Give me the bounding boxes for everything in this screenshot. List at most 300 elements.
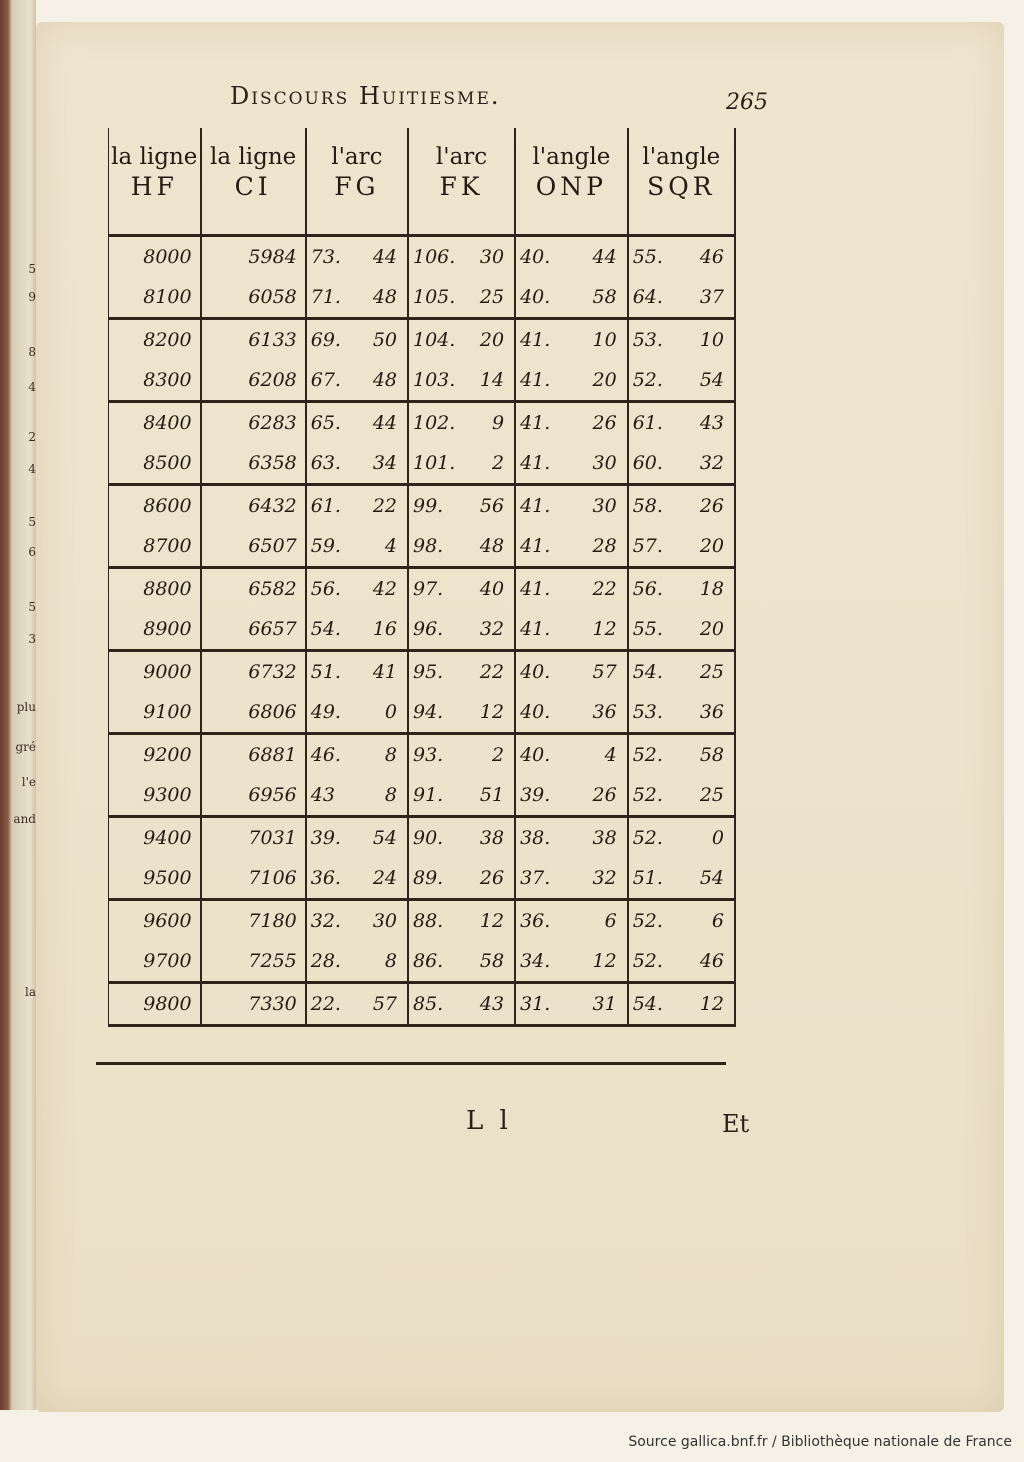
cell-line-ci: 6956 <box>201 775 306 817</box>
cell-arc-fk <box>408 236 515 278</box>
cell-arc-fg <box>306 319 408 361</box>
cell-angle-sqr-pair <box>633 329 730 351</box>
table-row <box>109 692 736 734</box>
cell-arc-fk-pair <box>413 867 510 889</box>
degrees: 52. <box>632 784 663 806</box>
minutes: 54 <box>699 369 724 391</box>
minutes: 6 <box>711 910 724 932</box>
degrees: 55. <box>632 246 663 268</box>
minutes: 25 <box>699 661 724 683</box>
degrees: 103. <box>413 369 456 391</box>
degrees: 41. <box>520 412 551 434</box>
cell-line-ci: 6806 <box>201 692 306 734</box>
cell-line-hf: 8600 <box>109 485 201 527</box>
cell-angle-onp-pair <box>520 369 623 391</box>
minutes: 54 <box>699 867 724 889</box>
degrees: 97. <box>413 578 444 600</box>
cell-angle-sqr <box>628 734 735 776</box>
cell-angle-onp <box>515 236 628 278</box>
cell-line-ci: 7180 <box>201 900 306 942</box>
minutes: 8 <box>384 784 397 806</box>
degrees: 49. <box>310 701 341 723</box>
minutes: 57 <box>592 661 617 683</box>
cell-arc-fg-pair <box>311 618 403 640</box>
cell-arc-fg <box>306 941 408 983</box>
minutes: 46 <box>699 950 724 972</box>
minutes: 30 <box>592 495 617 517</box>
cell-arc-fk <box>408 319 515 361</box>
cell-angle-sqr-pair <box>633 535 730 557</box>
header-letters: CI <box>234 172 272 201</box>
cell-angle-onp <box>515 983 628 1026</box>
prev-page-fragment: 8 <box>28 345 36 359</box>
cell-line-ci: 6732 <box>201 651 306 693</box>
prev-page-fragment: 5 <box>28 262 36 276</box>
cell-line-hf: 9400 <box>109 817 201 859</box>
cell-arc-fg-pair <box>311 329 403 351</box>
cell-arc-fk-pair <box>413 246 510 268</box>
cell-arc-fk <box>408 651 515 693</box>
degrees: 61. <box>632 412 663 434</box>
source-credit: Source gallica.bnf.fr / Bibliothèque nationale de France <box>628 1434 1012 1450</box>
catchword: Et <box>722 1110 750 1138</box>
cell-angle-onp <box>515 485 628 527</box>
minutes: 36 <box>699 701 724 723</box>
cell-arc-fg-pair <box>311 246 403 268</box>
cell-angle-onp-pair <box>520 286 623 308</box>
cell-arc-fg-pair <box>311 910 403 932</box>
degrees: 39. <box>520 784 551 806</box>
degrees: 36. <box>310 867 341 889</box>
degrees: 86. <box>413 950 444 972</box>
cell-line-ci: 6582 <box>201 568 306 610</box>
signature-mark: L l <box>466 1106 512 1136</box>
degrees: 40. <box>520 246 551 268</box>
cell-angle-sqr <box>628 443 735 485</box>
col-header-onp <box>515 128 628 236</box>
cell-arc-fk-pair <box>413 950 510 972</box>
degrees: 54. <box>310 618 341 640</box>
cell-angle-sqr <box>628 402 735 444</box>
minutes: 20 <box>479 329 505 351</box>
minutes: 12 <box>592 618 617 640</box>
cell-angle-sqr-pair <box>633 661 730 683</box>
cell-arc-fg-pair <box>311 993 403 1015</box>
minutes: 20 <box>699 618 724 640</box>
table-row <box>109 485 736 527</box>
degrees: 104. <box>413 329 456 351</box>
cell-angle-onp <box>515 858 628 900</box>
cell-angle-onp <box>515 734 628 776</box>
cell-line-ci: 6507 <box>201 526 306 568</box>
cell-line-ci: 6358 <box>201 443 306 485</box>
cell-line-ci: 6058 <box>201 277 306 319</box>
cell-arc-fg <box>306 775 408 817</box>
cell-angle-sqr-pair <box>633 784 730 806</box>
minutes: 44 <box>372 246 397 268</box>
col-header-ci <box>201 128 306 236</box>
minutes: 30 <box>372 910 397 932</box>
minutes: 40 <box>479 578 505 600</box>
minutes: 43 <box>699 412 724 434</box>
table-row <box>109 443 736 485</box>
cell-angle-onp-pair <box>520 495 623 517</box>
header-letters: ONP <box>535 172 607 201</box>
table-row <box>109 402 736 444</box>
col-header-fg <box>306 128 408 236</box>
cell-line-hf: 9800 <box>109 983 201 1026</box>
table-row <box>109 526 736 568</box>
cell-angle-sqr <box>628 568 735 610</box>
cell-angle-sqr <box>628 900 735 942</box>
cell-arc-fg-pair <box>311 827 403 849</box>
minutes: 22 <box>372 495 397 517</box>
cell-angle-sqr-pair <box>633 701 730 723</box>
degrees: 55. <box>632 618 663 640</box>
cell-arc-fk <box>408 360 515 402</box>
minutes: 22 <box>592 578 617 600</box>
cell-arc-fk <box>408 692 515 734</box>
table-row <box>109 900 736 942</box>
degrees: 31. <box>520 993 551 1015</box>
degrees: 28. <box>310 950 341 972</box>
cell-line-ci: 6208 <box>201 360 306 402</box>
degrees: 52. <box>632 744 663 766</box>
cell-angle-onp <box>515 319 628 361</box>
cell-arc-fk-pair <box>413 744 510 766</box>
cell-arc-fk <box>408 941 515 983</box>
minutes: 16 <box>372 618 397 640</box>
cell-arc-fg <box>306 692 408 734</box>
cell-line-ci: 7255 <box>201 941 306 983</box>
cell-arc-fk-pair <box>413 578 510 600</box>
cell-angle-sqr <box>628 941 735 983</box>
cell-arc-fg-pair <box>311 701 403 723</box>
cell-arc-fk <box>408 485 515 527</box>
degrees: 53. <box>632 701 663 723</box>
minutes: 54 <box>372 827 397 849</box>
cell-angle-sqr-pair <box>633 578 730 600</box>
degrees: 36. <box>520 910 551 932</box>
degrees: 37. <box>520 867 551 889</box>
degrees: 59. <box>310 535 341 557</box>
degrees: 69. <box>310 329 341 351</box>
degrees: 94. <box>413 701 444 723</box>
cell-angle-onp <box>515 443 628 485</box>
cell-angle-sqr <box>628 236 735 278</box>
cell-arc-fg <box>306 983 408 1026</box>
cell-angle-sqr-pair <box>633 286 730 308</box>
table-row <box>109 236 736 278</box>
table-row <box>109 941 736 983</box>
cell-line-hf: 8200 <box>109 319 201 361</box>
degrees: 41. <box>520 329 551 351</box>
cell-line-hf: 8400 <box>109 402 201 444</box>
header-label: la ligne <box>111 144 198 170</box>
table-row <box>109 775 736 817</box>
cell-arc-fk-pair <box>413 452 510 474</box>
minutes: 4 <box>384 535 397 557</box>
minutes: 2 <box>492 744 505 766</box>
cell-arc-fg <box>306 609 408 651</box>
degrees: 95. <box>413 661 444 683</box>
cell-angle-onp-pair <box>520 578 623 600</box>
cell-arc-fk <box>408 734 515 776</box>
cell-arc-fg <box>306 236 408 278</box>
degrees: 96. <box>413 618 444 640</box>
minutes: 20 <box>699 535 724 557</box>
degrees: 54. <box>632 661 663 683</box>
cell-angle-onp <box>515 692 628 734</box>
header-letters: FK <box>439 172 484 201</box>
cell-angle-sqr <box>628 858 735 900</box>
minutes: 50 <box>372 329 397 351</box>
cell-arc-fk <box>408 443 515 485</box>
cell-arc-fk-pair <box>413 412 510 434</box>
degrees: 63. <box>310 452 341 474</box>
prev-page-fragment: 5 <box>28 515 36 529</box>
degrees: 67. <box>310 369 341 391</box>
table-container <box>108 128 736 1068</box>
header-label: l'angle <box>642 144 721 170</box>
cell-angle-sqr <box>628 692 735 734</box>
table-row <box>109 568 736 610</box>
cell-arc-fk-pair <box>413 827 510 849</box>
cell-line-hf: 8800 <box>109 568 201 610</box>
cell-arc-fg <box>306 858 408 900</box>
degrees: 40. <box>520 701 551 723</box>
cell-angle-onp-pair <box>520 827 623 849</box>
cell-arc-fk <box>408 817 515 859</box>
cell-line-hf: 9000 <box>109 651 201 693</box>
cell-arc-fg <box>306 485 408 527</box>
header-label: l'angle <box>532 144 611 170</box>
degrees: 46. <box>310 744 341 766</box>
minutes: 41 <box>372 661 397 683</box>
cell-arc-fk <box>408 900 515 942</box>
cell-angle-onp <box>515 900 628 942</box>
minutes: 25 <box>479 286 505 308</box>
table-bottom-rule <box>96 1062 726 1065</box>
table-row <box>109 858 736 900</box>
cell-angle-onp-pair <box>520 618 623 640</box>
header-letters: HF <box>130 172 178 201</box>
minutes: 28 <box>592 535 617 557</box>
cell-arc-fk-pair <box>413 661 510 683</box>
table-row <box>109 609 736 651</box>
degrees: 90. <box>413 827 444 849</box>
minutes: 44 <box>372 412 397 434</box>
cell-arc-fk <box>408 402 515 444</box>
cell-arc-fk <box>408 568 515 610</box>
cell-arc-fk-pair <box>413 701 510 723</box>
minutes: 37 <box>699 286 724 308</box>
degrees: 73. <box>310 246 341 268</box>
cell-angle-sqr-pair <box>633 412 730 434</box>
cell-arc-fk <box>408 775 515 817</box>
minutes: 58 <box>479 950 505 972</box>
minutes: 30 <box>479 246 505 268</box>
cell-angle-onp <box>515 817 628 859</box>
cell-angle-sqr-pair <box>633 993 730 1015</box>
minutes: 8 <box>384 950 397 972</box>
cell-angle-sqr-pair <box>633 744 730 766</box>
header-row <box>109 128 736 236</box>
cell-angle-onp-pair <box>520 661 623 683</box>
prev-page-fragment: and <box>13 812 36 826</box>
cell-line-ci: 6657 <box>201 609 306 651</box>
degrees: 88. <box>413 910 444 932</box>
cell-angle-sqr <box>628 651 735 693</box>
cell-angle-sqr <box>628 526 735 568</box>
minutes: 0 <box>711 827 724 849</box>
degrees: 52. <box>632 910 663 932</box>
cell-arc-fg-pair <box>311 578 403 600</box>
cell-angle-onp-pair <box>520 535 623 557</box>
cell-arc-fg <box>306 526 408 568</box>
minutes: 57 <box>372 993 397 1015</box>
minutes: 26 <box>592 784 617 806</box>
cell-angle-onp-pair <box>520 784 623 806</box>
degrees: 38. <box>520 827 551 849</box>
degrees: 41. <box>520 535 551 557</box>
cell-angle-sqr <box>628 319 735 361</box>
cell-arc-fg <box>306 651 408 693</box>
degrees: 53. <box>632 329 663 351</box>
degrees: 32. <box>310 910 341 932</box>
minutes: 2 <box>492 452 505 474</box>
cell-arc-fg-pair <box>311 412 403 434</box>
table-row <box>109 734 736 776</box>
cell-arc-fk <box>408 983 515 1026</box>
minutes: 25 <box>699 784 724 806</box>
degrees: 105. <box>413 286 456 308</box>
minutes: 10 <box>699 329 724 351</box>
cell-angle-onp <box>515 775 628 817</box>
minutes: 12 <box>699 993 724 1015</box>
cell-arc-fk <box>408 609 515 651</box>
minutes: 26 <box>479 867 505 889</box>
cell-arc-fg <box>306 817 408 859</box>
cell-line-ci: 6283 <box>201 402 306 444</box>
cell-arc-fk <box>408 277 515 319</box>
cell-line-hf: 8500 <box>109 443 201 485</box>
cell-angle-onp-pair <box>520 701 623 723</box>
cell-angle-onp-pair <box>520 910 623 932</box>
minutes: 12 <box>592 950 617 972</box>
degrees: 106. <box>413 246 456 268</box>
table-row <box>109 277 736 319</box>
header-letters: FG <box>334 172 380 201</box>
cell-angle-onp-pair <box>520 329 623 351</box>
cell-arc-fg <box>306 900 408 942</box>
degrees: 58. <box>632 495 663 517</box>
cell-arc-fg-pair <box>311 452 403 474</box>
col-header-fk <box>408 128 515 236</box>
degrees: 61. <box>310 495 341 517</box>
minutes: 32 <box>699 452 724 474</box>
degrees: 65. <box>310 412 341 434</box>
minutes: 42 <box>372 578 397 600</box>
cell-angle-sqr <box>628 485 735 527</box>
degrees: 34. <box>520 950 551 972</box>
degrees: 91. <box>413 784 444 806</box>
prev-page-fragment: 9 <box>28 290 36 304</box>
cell-arc-fk-pair <box>413 784 510 806</box>
cell-line-hf: 9200 <box>109 734 201 776</box>
cell-arc-fg-pair <box>311 784 403 806</box>
table-row <box>109 360 736 402</box>
prev-page-fragment: 5 <box>28 600 36 614</box>
cell-arc-fg-pair <box>311 867 403 889</box>
minutes: 14 <box>479 369 505 391</box>
cell-angle-sqr-pair <box>633 910 730 932</box>
degrees: 71. <box>310 286 341 308</box>
prev-page-fragment: plu <box>16 700 36 714</box>
cell-angle-sqr <box>628 817 735 859</box>
cell-arc-fg <box>306 568 408 610</box>
cell-arc-fg <box>306 443 408 485</box>
minutes: 30 <box>592 452 617 474</box>
degrees: 52. <box>632 827 663 849</box>
minutes: 58 <box>699 744 724 766</box>
cell-arc-fg <box>306 360 408 402</box>
minutes: 6 <box>604 910 617 932</box>
cell-angle-sqr <box>628 775 735 817</box>
minutes: 20 <box>592 369 617 391</box>
cell-angle-sqr <box>628 983 735 1026</box>
degrees: 99. <box>413 495 444 517</box>
degrees: 98. <box>413 535 444 557</box>
minutes: 38 <box>479 827 505 849</box>
cell-arc-fk-pair <box>413 993 510 1015</box>
degrees: 52. <box>632 950 663 972</box>
table-body <box>109 236 736 1026</box>
minutes: 51 <box>479 784 505 806</box>
cell-angle-onp-pair <box>520 867 623 889</box>
degrees: 40. <box>520 286 551 308</box>
cell-angle-sqr-pair <box>633 950 730 972</box>
cell-angle-sqr-pair <box>633 867 730 889</box>
degrees: 41. <box>520 578 551 600</box>
cell-arc-fk-pair <box>413 369 510 391</box>
minutes: 12 <box>479 701 505 723</box>
cell-arc-fg-pair <box>311 661 403 683</box>
cell-arc-fg <box>306 402 408 444</box>
cell-angle-onp-pair <box>520 452 623 474</box>
header-label: l'arc <box>435 144 488 170</box>
degrees: 22. <box>310 993 341 1015</box>
degrees: 101. <box>413 452 456 474</box>
cell-line-ci: 7031 <box>201 817 306 859</box>
cell-line-hf: 8700 <box>109 526 201 568</box>
minutes: 18 <box>699 578 724 600</box>
cell-angle-onp-pair <box>520 950 623 972</box>
minutes: 48 <box>372 286 397 308</box>
minutes: 0 <box>384 701 397 723</box>
table-row <box>109 983 736 1026</box>
minutes: 43 <box>479 993 505 1015</box>
cell-angle-onp-pair <box>520 744 623 766</box>
table-row <box>109 651 736 693</box>
minutes: 56 <box>479 495 505 517</box>
degrees: 57. <box>632 535 663 557</box>
cell-angle-sqr-pair <box>633 452 730 474</box>
cell-angle-onp <box>515 277 628 319</box>
cell-angle-onp-pair <box>520 246 623 268</box>
cell-arc-fk-pair <box>413 910 510 932</box>
cell-arc-fk-pair <box>413 618 510 640</box>
